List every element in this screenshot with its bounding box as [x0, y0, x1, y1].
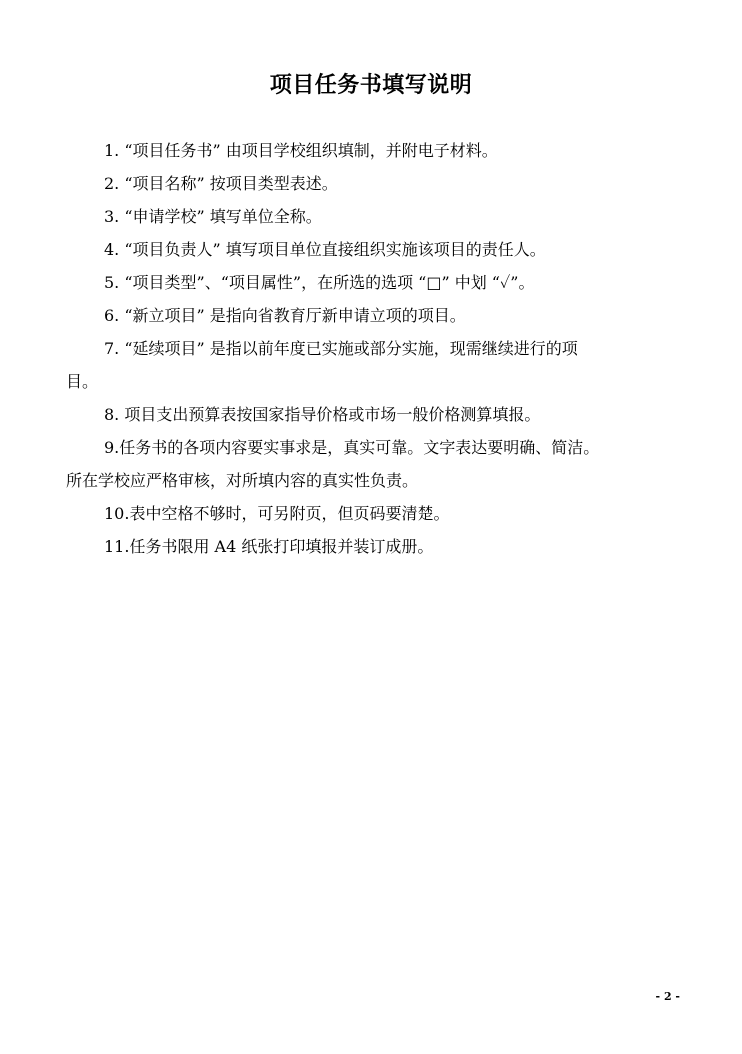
instruction-text: 8. 项目支出预算表按国家指导价格或市场一般价格测算填报。 [104, 405, 541, 424]
instruction-text: 4. “项目负责人” 填写项目单位直接组织实施该项目的责任人。 [104, 240, 546, 259]
instruction-item [0, 134, 498, 167]
instruction-item [0, 431, 599, 497]
instruction-text: 1. “项目任务书” 由项目学校组织填制，并附电子材料。 [104, 141, 498, 160]
instruction-text: 3. “申请学校” 填写单位全称。 [104, 207, 322, 226]
instruction-item [0, 332, 578, 398]
instruction-item [0, 200, 322, 233]
instruction-text-continued: 所在学校应严格审核，对所填内容的真实性负责。 [66, 471, 419, 490]
instruction-item [0, 398, 540, 431]
instruction-text: 10.表中空格不够时，可另附页，但页码要清楚。 [104, 504, 450, 523]
instruction-text: 2. “项目名称” 按项目类型表述。 [104, 174, 338, 193]
instruction-text: 7. “延续项目” 是指以前年度已实施或部分实施，现需继续进行的项 [104, 339, 578, 358]
instruction-item [0, 167, 338, 200]
page-title: 项目任务书填写说明 [269, 73, 473, 98]
instruction-item [0, 299, 466, 332]
instruction-item [0, 266, 535, 299]
instruction-text: 9.任务书的各项内容要实事求是，真实可靠。文字表达要明确、简洁。 [104, 438, 600, 457]
instruction-text-continued: 目。 [66, 372, 99, 391]
instruction-text: 11.任务书限用 A4 纸张打印填报并装订成册。 [104, 537, 434, 556]
instruction-item [0, 497, 449, 530]
instruction-text: 6. “新立项目” 是指向省教育厅新申请立项的项目。 [104, 306, 466, 325]
page-number: - 2 - [655, 990, 680, 1003]
instruction-item [0, 233, 546, 266]
instruction-item [0, 530, 433, 563]
instruction-text: 5. “项目类型”、“项目属性”，在所选的选项 “□” 中划 “✓”。 [104, 273, 535, 292]
